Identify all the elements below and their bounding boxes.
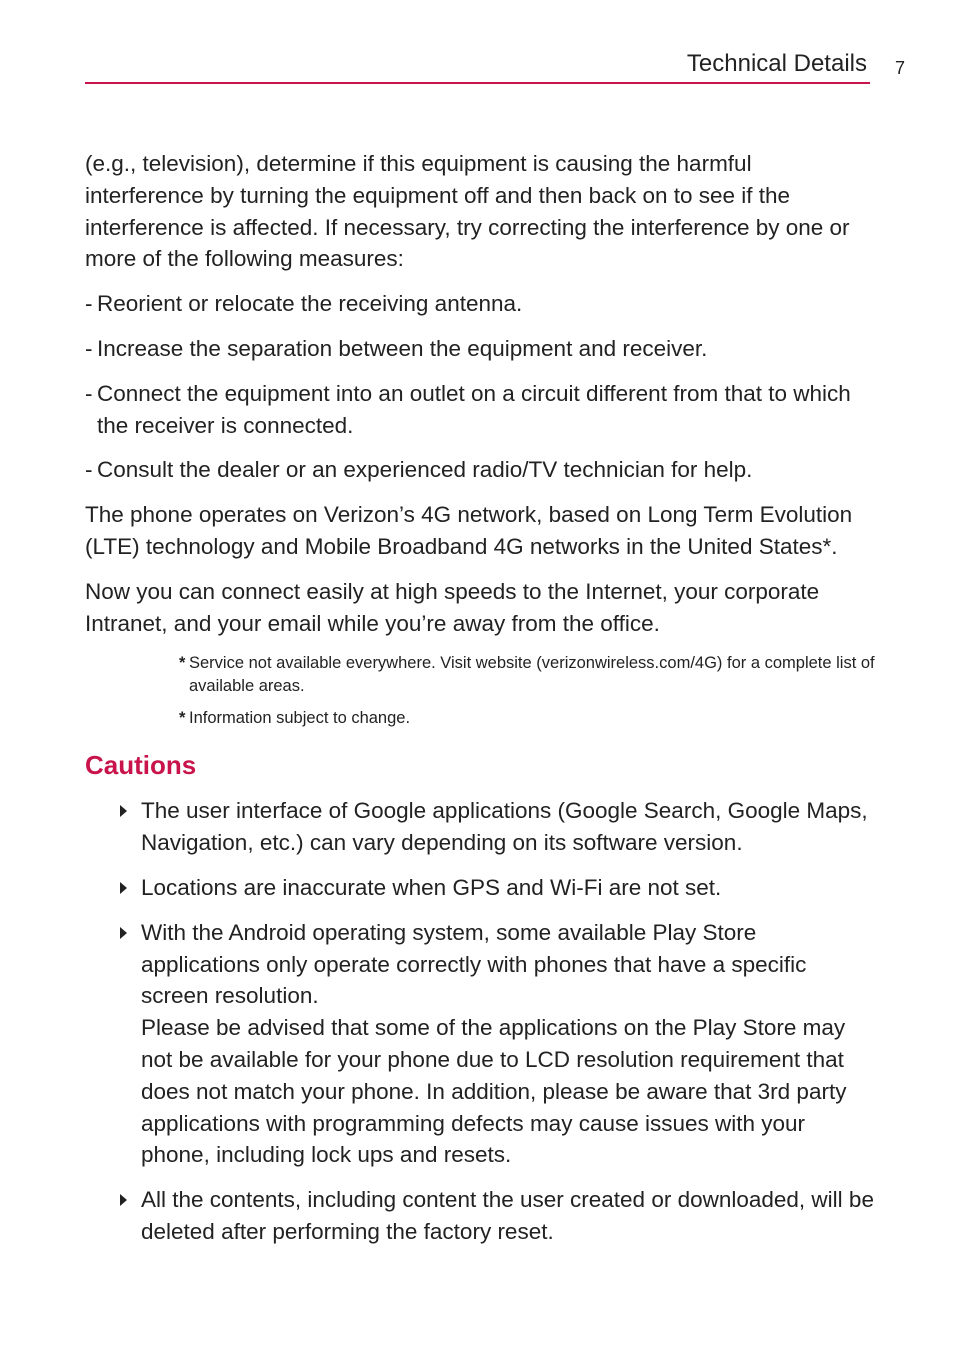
intro-paragraph: (e.g., television), determine if this equipment is causing the harmful interference by turning the equipment off and then back on to see if the interference is affected. If necessary, try correcting the interference by one or more of the following measures: bbox=[85, 151, 850, 272]
page-number: 7 bbox=[895, 58, 906, 78]
caution-text: Locations are inaccurate when GPS and Wi-Fi are not set. bbox=[141, 874, 722, 900]
footnotes bbox=[179, 652, 875, 730]
section-title: Technical Details bbox=[686, 50, 867, 77]
asterisk-icon: * bbox=[179, 709, 186, 728]
main-content bbox=[85, 148, 875, 1261]
footnote bbox=[179, 707, 875, 730]
asterisk-icon: * bbox=[179, 654, 186, 673]
measure-text: Consult the dealer or an experienced radio/TV technician for help. bbox=[97, 457, 753, 483]
measure-text: Connect the equipment into an outlet on a circuit different from that to which the receiver is connected. bbox=[97, 380, 851, 438]
measure-item: - Consult the dealer or an experienced radio/TV technician for help. bbox=[85, 457, 753, 483]
page-header bbox=[85, 48, 870, 84]
connect-paragraph: Now you can connect easily at high speeds to the Internet, your corporate Intranet, and your email while you’re away from the office. bbox=[85, 578, 820, 636]
footnote-text: Service not available everywhere. Visit website (verizonwireless.com/4G) for a complete list of available areas. bbox=[189, 654, 875, 696]
footnote bbox=[179, 652, 875, 698]
footnote-text: Information subject to change. bbox=[189, 709, 411, 728]
triangle-bullet-icon bbox=[120, 1194, 127, 1206]
triangle-bullet-icon bbox=[120, 805, 127, 817]
network-paragraph: The phone operates on Verizon’s 4G network, based on Long Term Evolution (LTE) technology and Mobile Broadband 4G networks in the United States*. bbox=[85, 502, 853, 559]
caution-extra-text: Please be advised that some of the applications on the Play Store may not be available for your phone due to LCD resolution requirement that does not match your phone. In addition, please be aware that 3rd party applications with programming defects may cause issues with your phone, including lock ups and resets. bbox=[141, 1015, 847, 1168]
triangle-bullet-icon bbox=[120, 882, 127, 894]
measure-item: - Connect the equipment into an outlet on a circuit different from that to which the receiver is connected. bbox=[85, 380, 851, 438]
measure-text: Increase the separation between the equipment and receiver. bbox=[97, 335, 708, 361]
caution-text: The user interface of Google applications (Google Search, Google Maps, Navigation, etc.) can vary depending on its software version. bbox=[141, 798, 868, 856]
cautions-heading: Cautions bbox=[85, 750, 197, 781]
caution-text: All the contents, including content the user created or downloaded, will be deleted after performing the factory reset. bbox=[141, 1187, 874, 1244]
measure-item: - Increase the separation between the equipment and receiver. bbox=[85, 335, 708, 361]
measure-item: - Reorient or relocate the receiving antenna. bbox=[85, 291, 523, 317]
caution-text: With the Android operating system, some available Play Store applications only operate correctly with phones that have a specific screen resolution. bbox=[141, 919, 807, 1009]
triangle-bullet-icon bbox=[120, 927, 127, 939]
caution-item bbox=[85, 795, 875, 859]
caution-item bbox=[85, 917, 875, 1171]
caution-item bbox=[85, 1184, 875, 1248]
caution-item bbox=[85, 872, 875, 904]
measure-text: Reorient or relocate the receiving antenna. bbox=[97, 291, 523, 317]
